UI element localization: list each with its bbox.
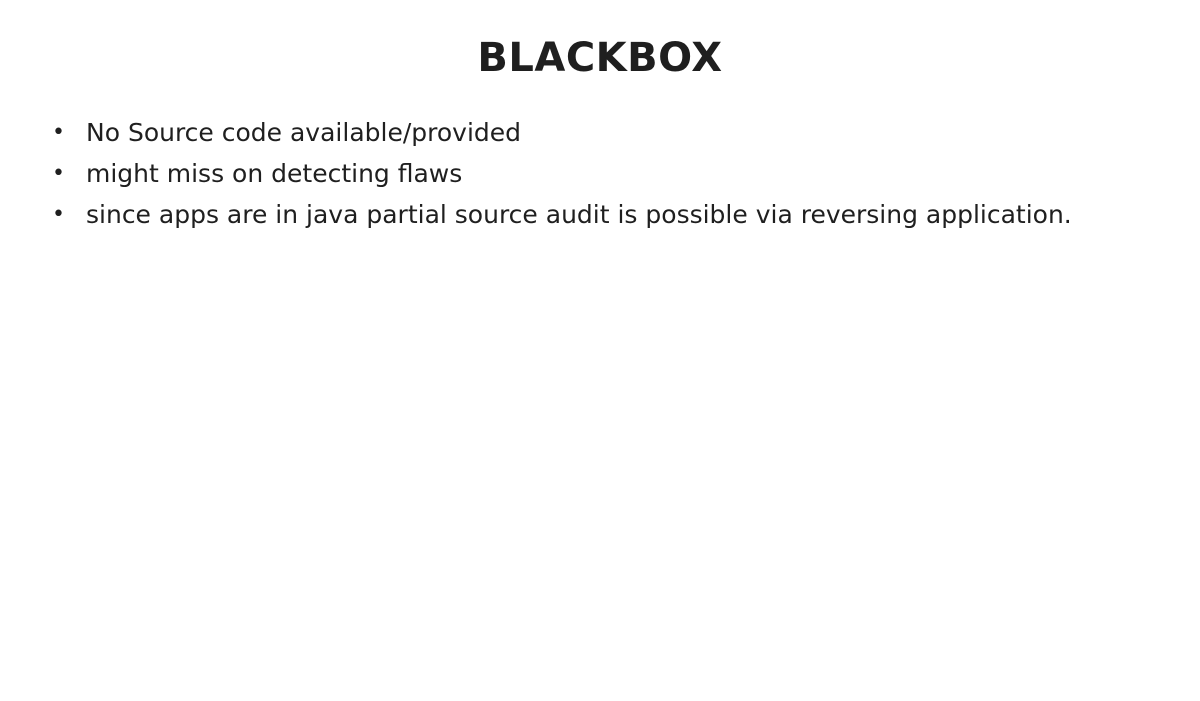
list-item-label: since apps are in java partial source audit is possible via reversing application. bbox=[86, 200, 1072, 229]
bullet-dot-icon: • bbox=[52, 120, 65, 145]
bullet-dot-icon: • bbox=[52, 161, 65, 186]
list-item bbox=[52, 153, 1160, 194]
page-title: BLACKBOX bbox=[477, 35, 723, 81]
list-item-label: might miss on detecting flaws bbox=[86, 159, 463, 188]
bullet-list bbox=[52, 112, 1160, 235]
list-item-label: No Source code available/provided bbox=[86, 118, 522, 147]
list-item bbox=[52, 194, 1160, 235]
bullet-dot-icon: • bbox=[52, 202, 65, 227]
list-item bbox=[52, 112, 1160, 153]
